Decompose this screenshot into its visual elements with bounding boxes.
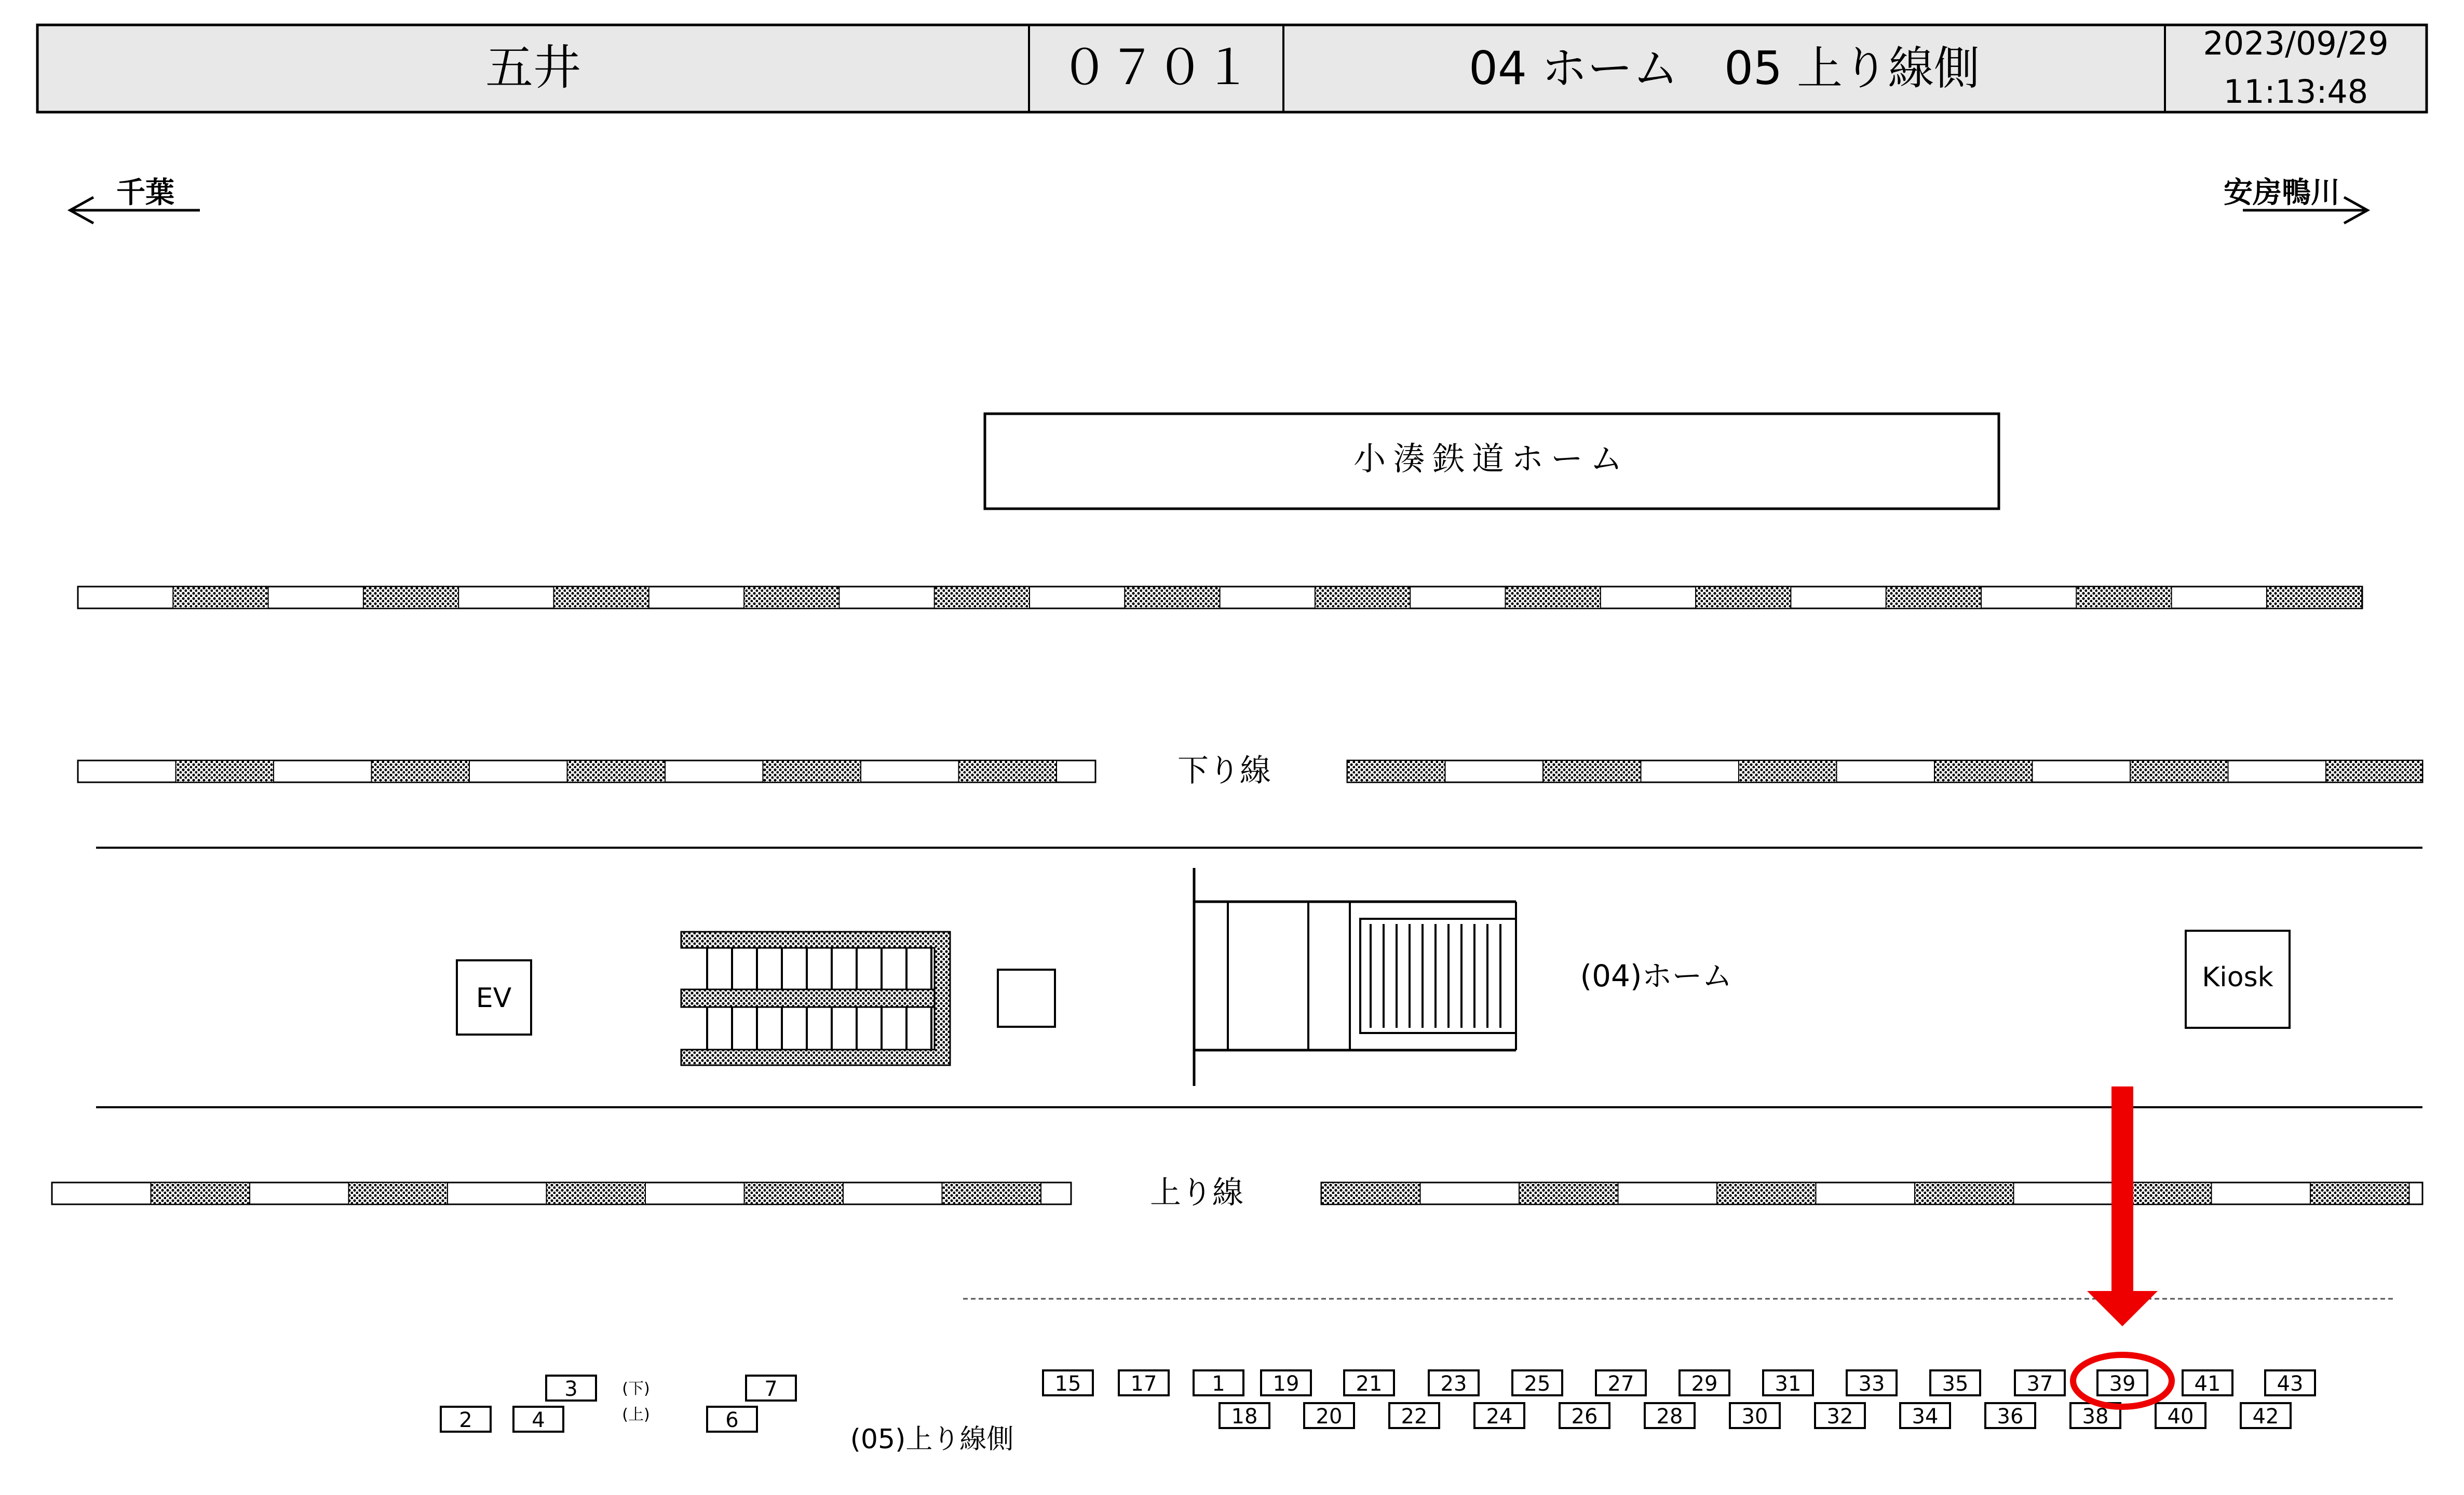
position-box-label: 36 — [1997, 1405, 2024, 1429]
track-sleeper-segment — [349, 1183, 448, 1204]
position-box-label: 39 — [2109, 1372, 2136, 1396]
track-down-left — [78, 760, 1095, 782]
position-box-label: 40 — [2167, 1405, 2194, 1429]
position-box-27 — [1596, 1370, 1646, 1396]
position-box-label: 31 — [1775, 1372, 1802, 1396]
track-sleeper-segment — [1886, 587, 1981, 608]
position-box-label: 17 — [1130, 1372, 1157, 1396]
track-sleeper-segment — [1934, 760, 2033, 782]
track-sleeper-segment — [744, 1183, 844, 1204]
track-sleeper-segment — [1506, 587, 1601, 608]
position-box-label: 32 — [1826, 1405, 1853, 1429]
track-sleeper-segment — [372, 760, 470, 782]
position-box-label: 20 — [1316, 1405, 1343, 1429]
position-box-label: 19 — [1272, 1372, 1299, 1396]
up-small-label: (上) — [622, 1406, 650, 1424]
position-box-label: 1 — [1212, 1372, 1225, 1396]
track-sleeper-segment — [1696, 587, 1791, 608]
position-box-label: 22 — [1401, 1405, 1428, 1429]
direction-right — [2224, 176, 2367, 223]
track-sleeper-segment — [2326, 760, 2422, 782]
position-box-31 — [1763, 1370, 1813, 1396]
kominato-platform — [985, 414, 1999, 509]
track-up-left — [52, 1183, 1071, 1204]
position-box-41 — [2183, 1370, 2232, 1396]
position-box-17 — [1119, 1370, 1169, 1396]
position-box-label: 30 — [1741, 1405, 1768, 1429]
track-sleeper-segment — [1125, 587, 1220, 608]
position-box-25 — [1512, 1370, 1562, 1396]
track-sleeper-segment — [1543, 760, 1641, 782]
track-sleeper-segment — [2267, 587, 2362, 608]
track-sleeper-segment — [554, 587, 649, 608]
position-box-37 — [2015, 1370, 2065, 1396]
up-line-label: 上り線 — [1150, 1175, 1243, 1211]
position-box-label: 29 — [1691, 1372, 1718, 1396]
position-box-label: 4 — [532, 1408, 545, 1432]
position-box-39 — [2097, 1370, 2147, 1396]
highlight-arrow-shaft — [2111, 1086, 2133, 1294]
position-box-43 — [2265, 1370, 2315, 1396]
track-kominato — [78, 587, 2362, 608]
position-box-3 — [546, 1376, 596, 1401]
position-box-26 — [1560, 1403, 1609, 1429]
position-box-23 — [1429, 1370, 1479, 1396]
platform-info: 04 ホーム 05 上り線側 — [1469, 42, 1980, 95]
position-box-label: 6 — [725, 1408, 739, 1432]
position-box-label: 15 — [1054, 1372, 1081, 1396]
position-box-30 — [1730, 1403, 1780, 1429]
position-box-6 — [707, 1407, 757, 1432]
direction-left — [70, 176, 200, 223]
header-time: 11:13:48 — [2223, 73, 2368, 111]
position-box-label: 2 — [459, 1408, 472, 1432]
elevator-label: EV — [476, 983, 512, 1014]
track-sleeper-segment — [173, 587, 268, 608]
highlight-arrow-head — [2087, 1291, 2158, 1326]
direction-left-label: 千葉 — [116, 176, 174, 210]
position-box-24 — [1474, 1403, 1524, 1429]
platform-04 — [96, 848, 2422, 1107]
position-box-label: 27 — [1607, 1372, 1634, 1396]
small-square-box — [998, 970, 1055, 1027]
track-sleeper-segment — [942, 1183, 1041, 1204]
position-number-boxes — [441, 1370, 2315, 1432]
stairs-center — [1194, 868, 1516, 1086]
track-up-right — [1321, 1183, 2422, 1204]
header-date: 2023/09/29 — [2203, 24, 2389, 62]
track-sleeper-segment — [151, 1183, 250, 1204]
position-box-42 — [2241, 1403, 2291, 1429]
track-sleeper-segment — [1347, 760, 1445, 782]
position-box-label: 7 — [764, 1377, 778, 1401]
position-box-32 — [1815, 1403, 1865, 1429]
position-box-28 — [1645, 1403, 1695, 1429]
down-line-label: 下り線 — [1177, 753, 1271, 789]
position-box-label: 41 — [2194, 1372, 2221, 1396]
position-box-label: 43 — [2277, 1372, 2304, 1396]
kominato-platform-label: 小湊鉄道ホーム — [1353, 440, 1630, 478]
position-box-label: 24 — [1486, 1405, 1513, 1429]
position-box-33 — [1847, 1370, 1897, 1396]
track-sleeper-segment — [2130, 760, 2228, 782]
position-box-label: 35 — [1942, 1372, 1969, 1396]
up-line-side-label: (05)上り線側 — [850, 1424, 1014, 1455]
stairs-center-steps — [1371, 924, 1500, 1028]
highlight-marker — [2073, 1086, 2172, 1407]
position-box-2 — [441, 1407, 491, 1432]
position-box-label: 23 — [1440, 1372, 1467, 1396]
track-sleeper-segment — [1315, 587, 1410, 608]
position-box-label: 28 — [1656, 1405, 1683, 1429]
platform-04-label: (04)ホーム — [1580, 958, 1732, 994]
position-box-35 — [1930, 1370, 1980, 1396]
position-box-label: 37 — [2026, 1372, 2053, 1396]
track-sleeper-segment — [567, 760, 666, 782]
position-box-label: 26 — [1571, 1405, 1598, 1429]
track-sleeper-segment — [763, 760, 861, 782]
position-box-label: 3 — [564, 1377, 578, 1401]
station-name: 五井 — [485, 40, 581, 96]
position-box-36 — [1985, 1403, 2035, 1429]
position-box-29 — [1680, 1370, 1729, 1396]
position-box-7 — [746, 1376, 796, 1401]
position-box-label: 34 — [1912, 1405, 1939, 1429]
track-sleeper-segment — [1717, 1183, 1816, 1204]
track-down-right — [1347, 760, 2422, 782]
position-box-40 — [2156, 1403, 2205, 1429]
position-box-1 — [1194, 1370, 1243, 1396]
position-box-15 — [1043, 1370, 1093, 1396]
track-sleeper-segment — [1321, 1183, 1420, 1204]
header-table — [37, 24, 2427, 112]
kiosk — [2186, 931, 2290, 1028]
track-sleeper-segment — [547, 1183, 646, 1204]
track-sleeper-segment — [2076, 587, 2171, 608]
position-box-label: 21 — [1356, 1372, 1383, 1396]
stairs-left — [681, 932, 950, 1065]
direction-right-label: 安房鴨川 — [2224, 176, 2340, 210]
elevator — [457, 960, 531, 1035]
position-box-label: 38 — [2082, 1405, 2109, 1429]
track-sleeper-segment — [1739, 760, 1837, 782]
position-box-21 — [1344, 1370, 1394, 1396]
position-box-4 — [513, 1407, 563, 1432]
kiosk-label: Kiosk — [2202, 962, 2273, 993]
position-box-label: 33 — [1858, 1372, 1885, 1396]
position-box-20 — [1304, 1403, 1354, 1429]
track-sleeper-segment — [176, 760, 274, 782]
station-code: ０７０１ — [1060, 40, 1252, 96]
position-box-18 — [1220, 1403, 1269, 1429]
track-sleeper-segment — [2310, 1183, 2409, 1204]
track-sleeper-segment — [935, 587, 1030, 608]
down-small-label: (下) — [622, 1380, 650, 1398]
position-box-22 — [1389, 1403, 1439, 1429]
track-sleeper-segment — [1915, 1183, 2014, 1204]
track-sleeper-segment — [959, 760, 1057, 782]
track-sleeper-segment — [1519, 1183, 1618, 1204]
position-box-19 — [1261, 1370, 1311, 1396]
track-sleeper-segment — [363, 587, 458, 608]
position-box-label: 42 — [2252, 1405, 2279, 1429]
track-sleeper-segment — [744, 587, 839, 608]
position-box-label: 18 — [1231, 1405, 1258, 1429]
position-box-34 — [1900, 1403, 1950, 1429]
position-box-label: 25 — [1524, 1372, 1551, 1396]
